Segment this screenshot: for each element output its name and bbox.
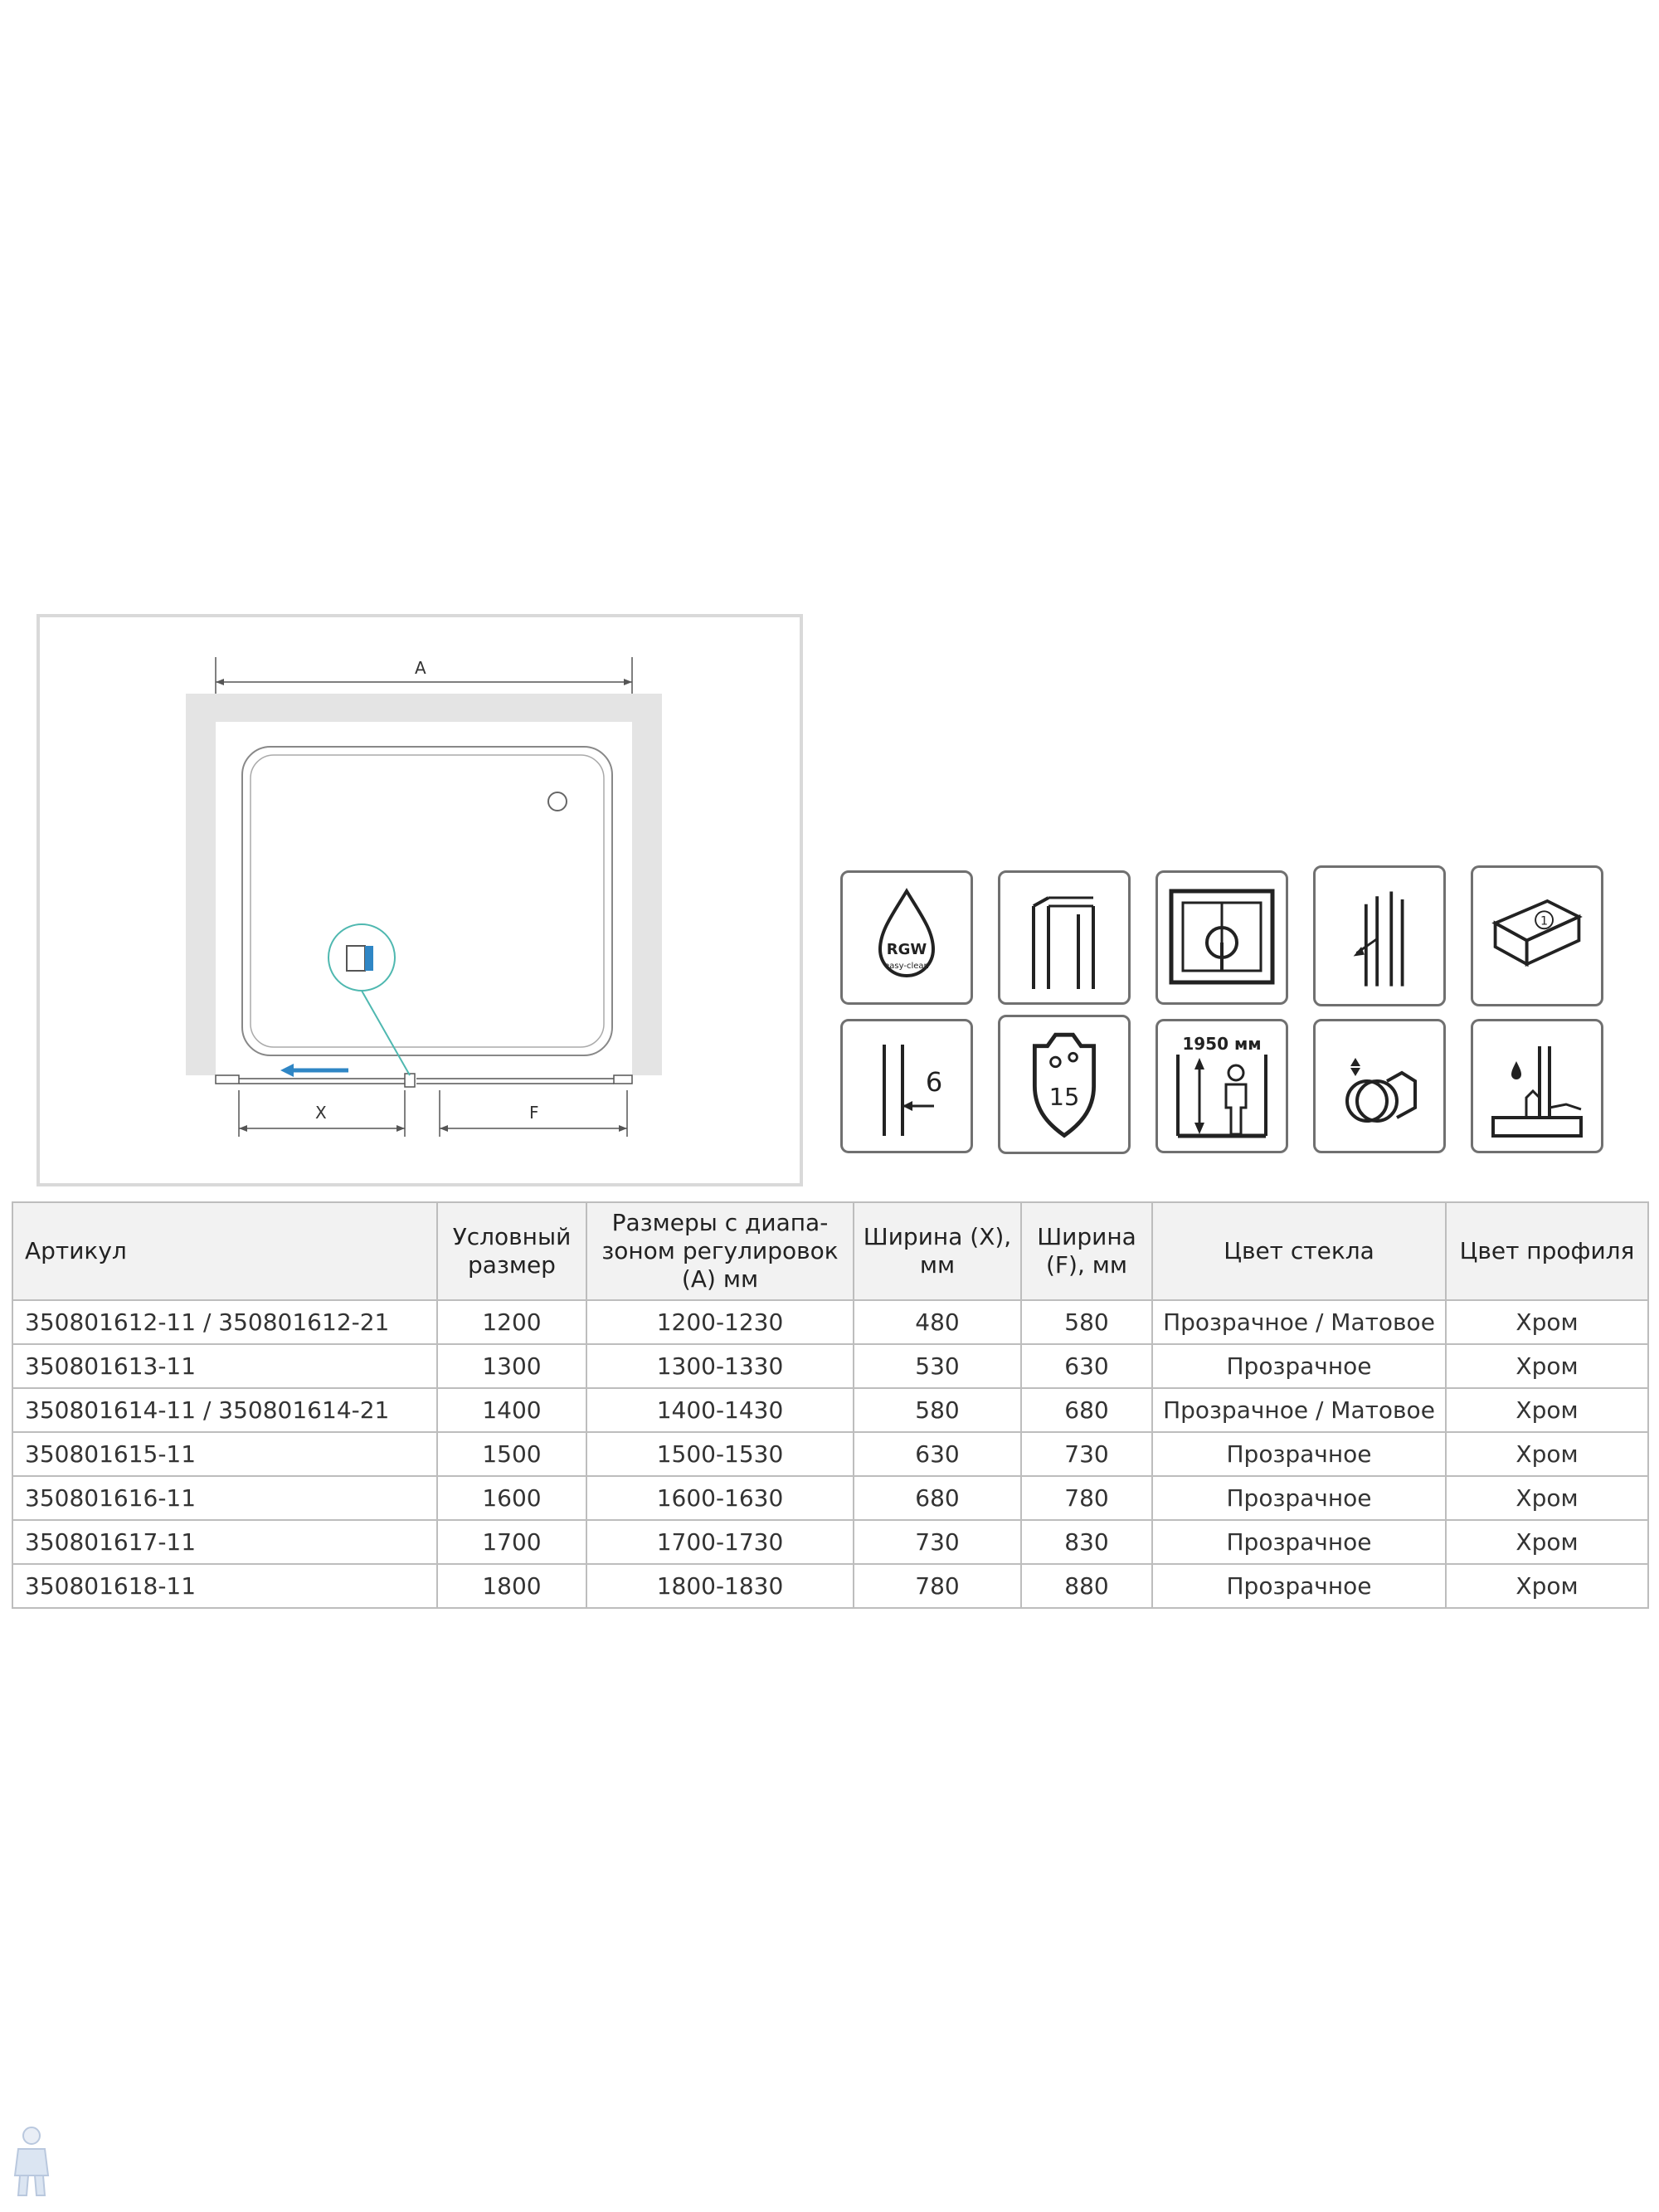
cell-profile: Хром — [1446, 1564, 1648, 1608]
rollers-icon — [1313, 1019, 1446, 1153]
cell-width-f: 630 — [1021, 1344, 1152, 1388]
plumber-logo-icon — [7, 2124, 56, 2199]
glass-thickness-icon — [840, 1019, 973, 1153]
cell-width-x: 580 — [854, 1388, 1021, 1432]
cell-range: 1300-1330 — [586, 1344, 854, 1388]
profile-icon — [998, 870, 1131, 1005]
cell-profile: Хром — [1446, 1388, 1648, 1432]
height-value: 1950 мм — [1182, 1034, 1262, 1054]
cell-profile: Хром — [1446, 1344, 1648, 1388]
cell-size: 1700 — [437, 1520, 586, 1564]
table-row — [12, 1476, 1648, 1520]
dimension-x-label: X — [315, 1103, 327, 1123]
header-size: Условный размер — [437, 1202, 586, 1300]
cell-width-x: 630 — [854, 1432, 1021, 1476]
cell-width-x: 530 — [854, 1344, 1021, 1388]
cell-profile: Хром — [1446, 1520, 1648, 1564]
cell-width-x: 780 — [854, 1564, 1021, 1608]
sliding-door-icon — [1155, 870, 1288, 1005]
cell-article: 350801613-11 — [12, 1344, 437, 1388]
table-row — [12, 1520, 1648, 1564]
height-icon — [1155, 1019, 1288, 1153]
table-row — [12, 1432, 1648, 1476]
header-width-f: Ширина (F), мм — [1021, 1202, 1152, 1300]
rgw-text: RGW — [886, 941, 927, 958]
cell-size: 1300 — [437, 1344, 586, 1388]
warranty-years: 15 — [1048, 1082, 1080, 1111]
cell-article: 350801614-11 / 350801614-21 — [12, 1388, 437, 1432]
cell-profile: Хром — [1446, 1432, 1648, 1476]
header-article: Артикул — [12, 1202, 437, 1300]
cell-glass: Прозрачное / Матовое — [1152, 1388, 1446, 1432]
cell-article: 350801617-11 — [12, 1520, 437, 1564]
glass-thickness-value: 6 — [925, 1066, 943, 1098]
feature-icons — [838, 859, 1618, 1157]
cell-range: 1600-1630 — [586, 1476, 854, 1520]
cell-glass: Прозрачное — [1152, 1476, 1446, 1520]
cell-size: 1500 — [437, 1432, 586, 1476]
cell-range: 1400-1430 — [586, 1388, 854, 1432]
cell-size: 1200 — [437, 1300, 586, 1344]
box-one-package-icon — [1471, 865, 1603, 1006]
cell-glass: Прозрачное — [1152, 1520, 1446, 1564]
cell-width-f: 780 — [1021, 1476, 1152, 1520]
table-row — [12, 1300, 1648, 1344]
cell-width-x: 480 — [854, 1300, 1021, 1344]
header-glass: Цвет стекла — [1152, 1202, 1446, 1300]
adjustment-profile-icon — [1313, 865, 1446, 1006]
easy-clean-text: easy-clean — [884, 962, 929, 971]
cell-width-x: 730 — [854, 1520, 1021, 1564]
cell-size: 1800 — [437, 1564, 586, 1608]
box-number: 1 — [1540, 914, 1549, 928]
cell-width-f: 730 — [1021, 1432, 1152, 1476]
profile-detail-callout — [328, 924, 395, 991]
water-seal-icon — [1471, 1019, 1603, 1153]
drawing-svg — [40, 617, 800, 1183]
cell-range: 1700-1730 — [586, 1520, 854, 1564]
table-header-row — [12, 1202, 1648, 1300]
left-wall — [186, 694, 216, 1075]
table-row — [12, 1564, 1648, 1608]
cell-article: 350801616-11 — [12, 1476, 437, 1520]
warranty-shield-icon — [998, 1015, 1131, 1154]
header-width-x: Ширина (X), мм — [854, 1202, 1021, 1300]
dimension-f-label: F — [529, 1103, 539, 1123]
cell-range: 1200-1230 — [586, 1300, 854, 1344]
cell-range: 1500-1530 — [586, 1432, 854, 1476]
cell-width-f: 580 — [1021, 1300, 1152, 1344]
header-profile: Цвет профиля — [1446, 1202, 1648, 1300]
back-wall — [216, 694, 632, 722]
cell-width-f: 880 — [1021, 1564, 1152, 1608]
cell-article: 350801615-11 — [12, 1432, 437, 1476]
cell-width-f: 680 — [1021, 1388, 1152, 1432]
cell-width-f: 830 — [1021, 1520, 1152, 1564]
header-range: Размеры с диапа- зоном регулировок (А) мм — [586, 1202, 854, 1300]
cell-size: 1600 — [437, 1476, 586, 1520]
dimension-a-label: A — [415, 658, 426, 678]
cell-glass: Прозрачное / Матовое — [1152, 1300, 1446, 1344]
cell-glass: Прозрачное — [1152, 1564, 1446, 1608]
cell-width-x: 680 — [854, 1476, 1021, 1520]
cell-range: 1800-1830 — [586, 1564, 854, 1608]
cell-size: 1400 — [437, 1388, 586, 1432]
table-row — [12, 1344, 1648, 1388]
drain-icon — [548, 792, 567, 811]
specification-table — [12, 1201, 1649, 1609]
cell-article: 350801612-11 / 350801612-21 — [12, 1300, 437, 1344]
technical-drawing — [36, 614, 803, 1186]
cell-glass: Прозрачное — [1152, 1432, 1446, 1476]
rgw-easy-clean-icon — [840, 870, 973, 1005]
cell-profile: Хром — [1446, 1476, 1648, 1520]
right-wall — [632, 694, 662, 1075]
cell-glass: Прозрачное — [1152, 1344, 1446, 1388]
cell-article: 350801618-11 — [12, 1564, 437, 1608]
cell-profile: Хром — [1446, 1300, 1648, 1344]
table-row — [12, 1388, 1648, 1432]
